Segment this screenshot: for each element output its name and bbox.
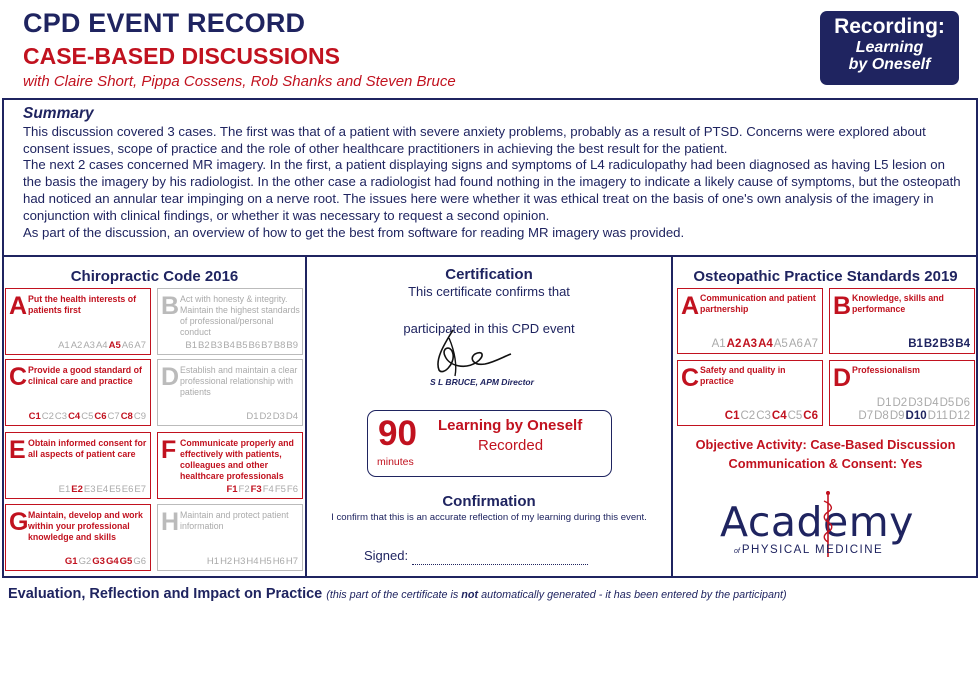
standard-code-c2: C2: [740, 410, 756, 422]
standard-codes: [206, 556, 298, 567]
standard-code-d11: D11: [927, 410, 948, 422]
standard-letter: D: [161, 363, 180, 391]
standard-code-h1: H1: [206, 556, 220, 567]
standard-code-g5: G5: [119, 556, 133, 567]
standard-letter: C: [681, 364, 700, 392]
standard-text: Safety and quality in practice: [700, 365, 786, 386]
standard-codes: [857, 410, 970, 422]
standard-code-c1: C1: [724, 410, 740, 422]
standard-code-g3: G3: [92, 556, 105, 567]
standard-code-b1: B1: [908, 338, 923, 350]
standard-code-d5: D5: [939, 397, 955, 409]
standard-code-h2: H2: [220, 556, 233, 567]
standard-code-d3: D3: [272, 411, 285, 422]
standard-code-c6: C6: [803, 410, 818, 422]
summary-heading: Summary: [23, 105, 94, 122]
standard-code-a2: A2: [726, 338, 742, 350]
standard-letter: D: [833, 364, 852, 392]
logo-pm: PHYSICAL MEDICINE: [741, 544, 884, 556]
chiro-standard-d: [157, 359, 303, 426]
divider: [671, 257, 673, 577]
standard-code-c2: C2: [41, 411, 54, 422]
standard-code-c3: C3: [54, 411, 68, 422]
standard-code-f3: F3: [250, 484, 262, 495]
standard-code-b2: B2: [198, 340, 210, 351]
standard-code-a3: A3: [742, 338, 758, 350]
summary-paragraph-2: The next 2 cases concerned MR imagery. In the first, a patient displaying signs and symptoms of L4 radiculopathy had been diagnosed as having L5 lesion on the basis the imagery by his radiologist. In the other case a radiologist had found nothing in the imagery to indicate a likely cause of symptoms, but the osteopath had noticed an annular tear impinging on a nerve root. The issues here were whether it was ethical treat on the basis of one's own analysis of the imagery in conjunction with clinical findings, or whether it was necessary to request a second opinion.: [23, 157, 961, 223]
osteo-title: Osteopathic Practice Standards 2019: [693, 268, 958, 285]
standard-code-d4: D4: [285, 411, 298, 422]
standard-codes: [711, 338, 818, 350]
standard-code-e1: E1: [58, 484, 71, 495]
badge-line2: Learning: [855, 39, 924, 56]
standard-code-c3: C3: [756, 410, 771, 422]
chiro-standard-h: [157, 504, 303, 571]
badge-line3: by Oneself: [848, 56, 931, 73]
standard-text: Communicate properly and effectively with patients, colleagues and other healthcare professionals: [180, 438, 294, 481]
participants-line: with Claire Short, Pippa Cossens, Rob Shanks and Steven Bruce: [23, 73, 456, 90]
standard-code-c8: C8: [120, 411, 133, 422]
academy-logo-text: Academy: [720, 498, 914, 546]
standard-letter: H: [161, 508, 180, 536]
standard-code-b6: B6: [248, 340, 261, 351]
chiro-standard-f: [157, 432, 303, 499]
osteo-standard-a: [677, 288, 823, 354]
recorded-label: Recorded: [478, 437, 544, 454]
standard-code-a6: A6: [788, 338, 803, 350]
communication-consent: Communication & Consent: Yes: [728, 456, 923, 471]
standard-code-e2: E2: [71, 484, 83, 495]
standard-text: Communication and patient partnership: [700, 293, 816, 314]
standard-code-d6: D6: [955, 397, 970, 409]
evaluation-heading: [8, 586, 787, 602]
standard-code-a5: A5: [773, 338, 788, 350]
evaluation-note-bold: not: [461, 589, 479, 601]
standard-code-h5: H5: [259, 556, 272, 567]
standard-code-h4: H4: [246, 556, 259, 567]
standard-text: Establish and maintain a clear professional relationship with patients: [180, 365, 298, 397]
standard-codes: [724, 410, 818, 422]
standard-letter: B: [161, 292, 180, 320]
standard-code-h3: H3: [233, 556, 246, 567]
divider: [305, 257, 307, 577]
standard-code-c9: C9: [133, 411, 146, 422]
standard-code-d2: D2: [259, 411, 272, 422]
certification-line1: This certificate confirms that: [408, 284, 570, 299]
confirmation-heading: Confirmation: [442, 493, 536, 510]
standard-letter: G: [9, 508, 29, 536]
standard-code-d4: D4: [923, 397, 939, 409]
standard-code-a4: A4: [758, 338, 773, 350]
standard-code-d8: D8: [874, 410, 889, 422]
standard-code-b4: B4: [955, 338, 970, 350]
certification-heading: Certification: [445, 266, 533, 283]
evaluation-note: [326, 589, 786, 601]
standard-code-a7: A7: [803, 338, 818, 350]
certification-line2: participated in this CPD event: [403, 321, 575, 336]
standard-code-a1: A1: [58, 340, 70, 351]
standard-code-c7: C7: [107, 411, 120, 422]
standard-code-g6: G6: [133, 556, 146, 567]
standard-code-b7: B7: [261, 340, 273, 351]
standard-code-a5: A5: [108, 340, 121, 351]
standard-letter: C: [9, 363, 28, 391]
standard-codes: [57, 340, 146, 351]
standard-code-b1: B1: [185, 340, 197, 351]
standard-code-d3: D3: [908, 397, 923, 409]
signed-label: Signed:: [364, 548, 409, 563]
standard-code-h6: H6: [272, 556, 285, 567]
standard-code-a3: A3: [83, 340, 95, 351]
standard-code-a6: A6: [121, 340, 134, 351]
recording-badge: [820, 11, 959, 85]
standard-codes: [876, 397, 970, 409]
summary-paragraph-3: As part of the discussion, an overview of how to get the best from software for reading MR imagery was provided.: [23, 224, 685, 240]
logo-of: of: [734, 548, 740, 555]
standard-code-g4: G4: [105, 556, 119, 567]
document-subtitle: CASE-BASED DISCUSSIONS: [23, 43, 340, 69]
standard-code-e5: E5: [109, 484, 121, 495]
standard-code-d12: D12: [948, 410, 970, 422]
standard-code-d7: D7: [858, 410, 874, 422]
chiro-title: Chiropractic Code 2016: [70, 268, 239, 285]
standard-code-e7: E7: [134, 484, 146, 495]
standard-codes: [245, 411, 298, 422]
standard-code-b3: B3: [939, 338, 955, 350]
standard-text: Maintain, develop and work within your professional knowledge and skills: [28, 510, 143, 542]
confirmation-text: I confirm that this is an accurate reflection of my learning during this event.: [331, 512, 647, 523]
standard-code-c6: C6: [94, 411, 107, 422]
standard-text: Maintain and protect patient information: [180, 510, 289, 531]
standard-code-c4: C4: [771, 410, 787, 422]
standard-code-a4: A4: [95, 340, 108, 351]
standard-code-b2: B2: [923, 338, 939, 350]
standard-codes: [28, 411, 146, 422]
standard-code-f4: F4: [262, 484, 274, 495]
standard-letter: B: [833, 292, 852, 320]
minutes-label: minutes: [377, 456, 414, 468]
standard-text: Act with honesty & integrity. Maintain the highest standards of professional/personal conduct: [180, 294, 300, 337]
standard-code-b3: B3: [210, 340, 223, 351]
standard-code-g1: G1: [64, 556, 78, 567]
standard-code-d10: D10: [905, 410, 927, 422]
learning-box: [367, 410, 612, 477]
signature-line[interactable]: [412, 564, 588, 565]
chiro-standard-b: [157, 288, 303, 355]
standard-code-f6: F6: [286, 484, 298, 495]
summary-paragraph-1: This discussion covered 3 cases. The first was that of a patient with severe anxiety problems, probably as a result of PTSD. Concerns were explored about consent issues, scope of practice and the role of other healthcare practitioners in achieving the best result for the patient.: [23, 123, 926, 156]
standard-code-c5: C5: [787, 410, 803, 422]
standard-code-f5: F5: [274, 484, 286, 495]
standard-code-h7: H7: [285, 556, 298, 567]
standard-code-g2: G2: [78, 556, 92, 567]
evaluation-note-pre: (this part of the certificate is: [326, 589, 462, 601]
standard-code-e4: E4: [96, 484, 109, 495]
minutes-value: 90: [378, 414, 417, 453]
standard-letter: F: [161, 436, 177, 464]
academy-logo-tagline: [734, 544, 883, 556]
summary-section: [23, 106, 963, 241]
standard-codes: [184, 340, 298, 351]
director-signature: [425, 326, 515, 378]
badge-line1: Recording:: [834, 15, 945, 38]
standard-letter: A: [681, 292, 700, 320]
chiro-standard-e: [5, 432, 151, 499]
learning-type: Learning by Oneself: [438, 417, 583, 434]
standard-code-a2: A2: [70, 340, 83, 351]
chiro-standard-a: [5, 288, 151, 355]
standard-text: Provide a good standard of clinical care and practice: [28, 365, 142, 386]
chiro-standard-c: [5, 359, 151, 426]
evaluation-title: Evaluation, Reflection and Impact on Practice: [8, 586, 323, 602]
standard-code-c1: C1: [28, 411, 41, 422]
objective-activity: Objective Activity: Case-Based Discussion: [695, 437, 956, 452]
standard-code-f2: F2: [238, 484, 250, 495]
osteo-standard-b: [829, 288, 975, 354]
osteo-standard-c: [677, 360, 823, 426]
standard-code-d2: D2: [892, 397, 908, 409]
standard-code-e3: E3: [83, 484, 96, 495]
standard-code-e6: E6: [121, 484, 134, 495]
standard-codes: [58, 484, 146, 495]
standard-code-c5: C5: [81, 411, 94, 422]
standard-code-d1: D1: [876, 397, 892, 409]
standard-code-f1: F1: [226, 484, 238, 495]
evaluation-note-post: automatically generated - it has been entered by the participant): [478, 589, 787, 601]
standard-letter: A: [9, 292, 28, 320]
standard-code-a7: A7: [134, 340, 146, 351]
standard-code-c4: C4: [68, 411, 81, 422]
osteo-standard-d: [829, 360, 975, 426]
standard-code-b5: B5: [235, 340, 248, 351]
standard-code-d1: D1: [246, 411, 259, 422]
standard-codes: [64, 556, 146, 567]
standard-letter: E: [9, 436, 26, 464]
standard-codes: [225, 484, 298, 495]
standard-text: Knowledge, skills and performance: [852, 293, 944, 314]
standard-code-a1: A1: [711, 338, 726, 350]
standard-code-b8: B8: [273, 340, 286, 351]
director-name: S L BRUCE, APM Director: [430, 377, 534, 387]
divider: [2, 255, 978, 257]
standard-text: Put the health interests of patients first: [28, 294, 137, 315]
standard-codes: [907, 338, 970, 350]
standard-code-b4: B4: [223, 340, 235, 351]
standard-code-b9: B9: [286, 340, 298, 351]
standard-text: Professionalism: [852, 365, 920, 375]
document-title: CPD EVENT RECORD: [23, 8, 306, 38]
chiro-standard-g: [5, 504, 151, 571]
standard-text: Obtain informed consent for all aspects of patient care: [28, 438, 147, 459]
standard-code-d9: D9: [889, 410, 905, 422]
